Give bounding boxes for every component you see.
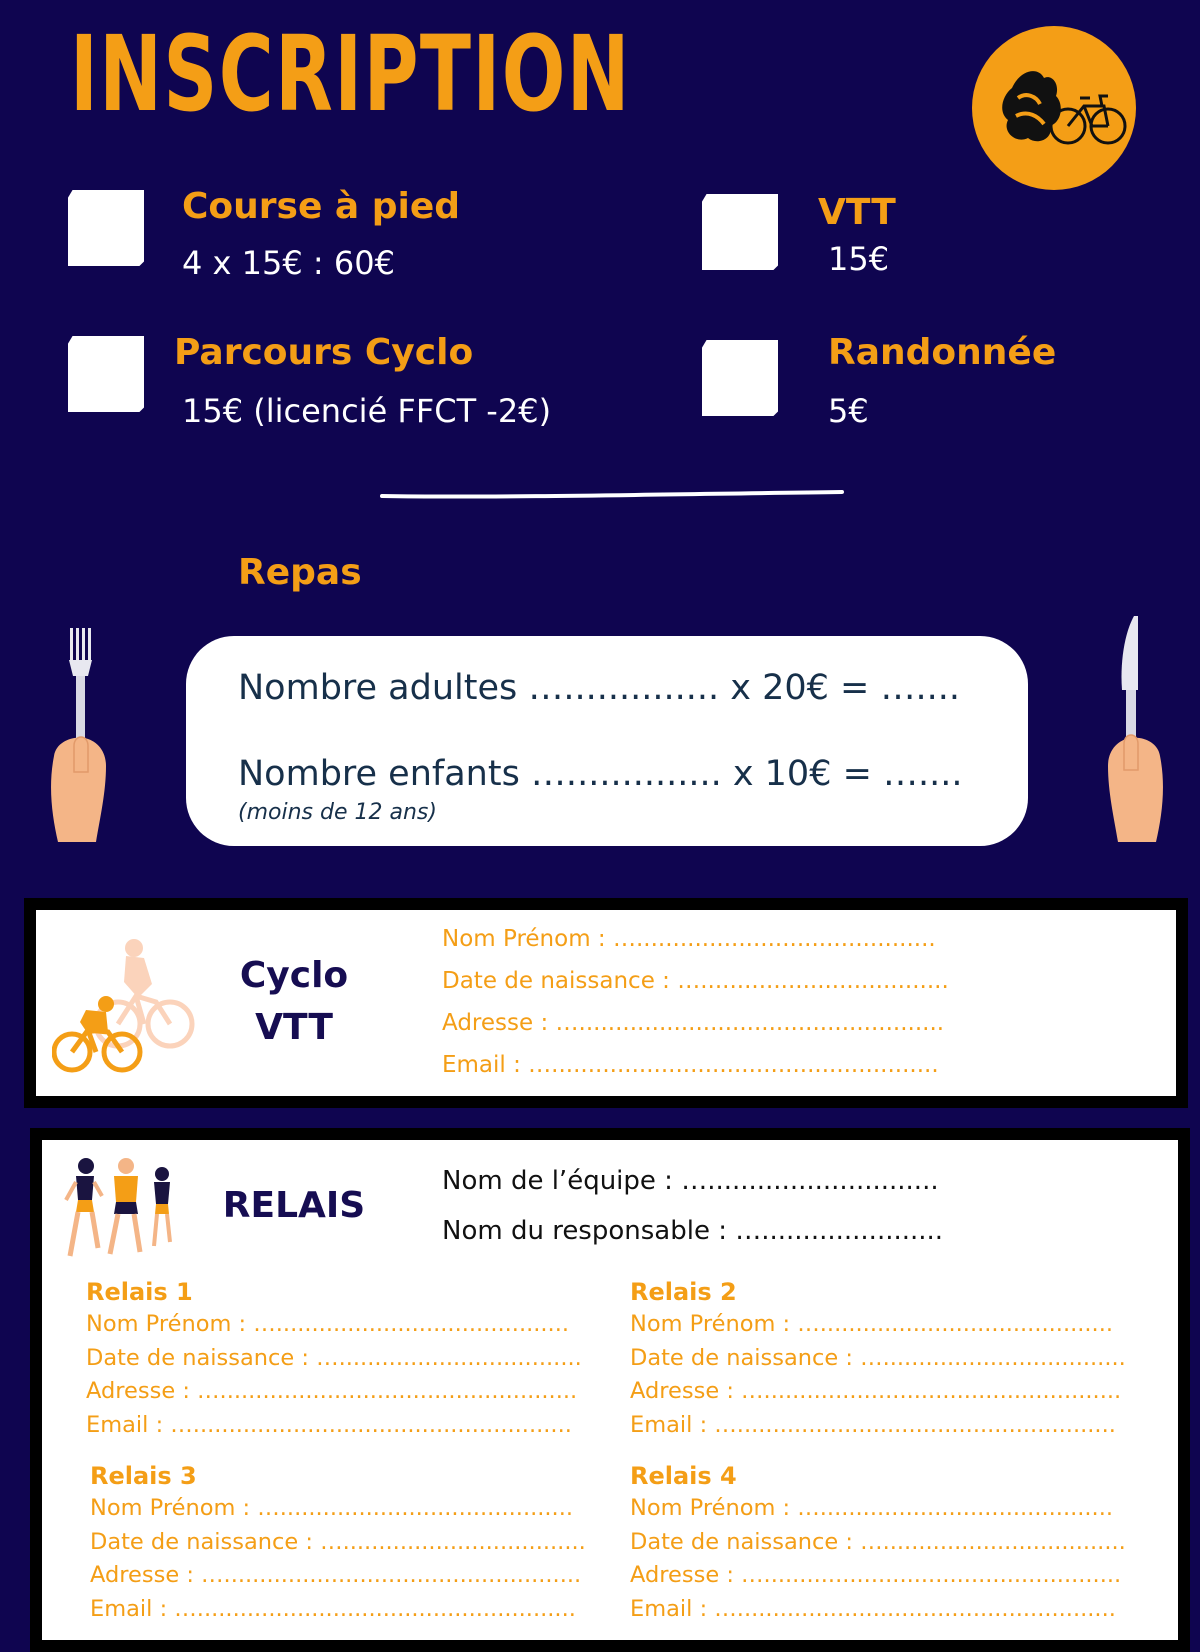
relay-2	[630, 1276, 1126, 1442]
option-price-cyclo: 15€ (licencié FFCT -2€)	[182, 392, 552, 430]
divider-line	[380, 490, 844, 500]
relay-title: Relais 3	[90, 1462, 197, 1490]
children-line[interactable]: Nombre enfants ….............. x 10€ = …....	[238, 754, 963, 794]
relay-nom-field[interactable]: Nom Prénom : ….........................................	[630, 1495, 1114, 1521]
relay-1	[86, 1276, 582, 1442]
vtt-checkbox[interactable]	[702, 194, 778, 270]
vtt-label: VTT	[255, 1007, 333, 1048]
relay-title: Relais 2	[630, 1278, 737, 1306]
children-note: (moins de 12 ans)	[238, 800, 437, 825]
cyclo-naissance-field[interactable]: Date de naissance : …..................................	[442, 968, 949, 994]
cyclo-adresse-field[interactable]: Adresse : …..................................................	[442, 1010, 945, 1036]
relay-naissance-field[interactable]: Date de naissance : …..................................	[86, 1344, 582, 1371]
relay-adresse-field[interactable]: Adresse : …..................................................	[630, 1378, 1122, 1404]
relay-adresse-field[interactable]: Adresse : …..................................................	[86, 1378, 578, 1404]
cyclo-email-field[interactable]: Email : ….....................................................	[442, 1052, 939, 1078]
relay-naissance-field[interactable]: Date de naissance : …..................................	[90, 1528, 586, 1555]
repas-title: Repas	[238, 552, 362, 593]
rando-checkbox[interactable]	[702, 340, 778, 416]
relay-email-field[interactable]: Email : ….....................................................	[630, 1595, 1116, 1622]
relay-email-field[interactable]: Email : ….....................................................	[90, 1595, 576, 1622]
cyclo-checkbox[interactable]	[68, 336, 144, 412]
cyclists-icon	[52, 932, 196, 1076]
relay-4	[630, 1460, 1126, 1626]
relay-naissance-field[interactable]: Date de naissance : …..................................	[630, 1528, 1126, 1555]
team-name-field[interactable]: Nom de l’équipe : …............................	[442, 1166, 939, 1196]
relay-nom-field[interactable]: Nom Prénom : ….........................................	[90, 1495, 574, 1521]
relay-naissance-field[interactable]: Date de naissance : …..................................	[630, 1344, 1126, 1371]
relay-email-field[interactable]: Email : ….....................................................	[630, 1411, 1116, 1438]
option-price-course: 4 x 15€ : 60€	[182, 244, 395, 282]
option-title-rando: Randonnée	[828, 332, 1057, 373]
relay-title: Relais 4	[630, 1462, 737, 1490]
cyclo-nom-field[interactable]: Nom Prénom : ….........................................	[442, 926, 936, 952]
runners-icon	[64, 1156, 180, 1260]
relay-title: Relais 1	[86, 1278, 193, 1306]
relay-nom-field[interactable]: Nom Prénom : ….........................................	[630, 1311, 1114, 1337]
knife-hand-icon	[1104, 614, 1170, 842]
fork-hand-icon	[44, 626, 110, 842]
runner-cyclist-logo-icon	[972, 26, 1136, 190]
relay-nom-field[interactable]: Nom Prénom : ….........................................	[86, 1311, 570, 1337]
option-title-cyclo: Parcours Cyclo	[174, 332, 474, 373]
page-title: INSCRIPTION	[70, 13, 631, 135]
course-checkbox[interactable]	[68, 190, 144, 266]
relay-3	[90, 1460, 586, 1626]
option-title-course: Course à pied	[182, 186, 461, 227]
relay-email-field[interactable]: Email : ….....................................................	[86, 1411, 572, 1438]
option-price-rando: 5€	[828, 392, 869, 430]
relay-adresse-field[interactable]: Adresse : …..................................................	[90, 1562, 582, 1588]
adults-line[interactable]: Nombre adultes ….............. x 20€ = …....	[238, 668, 960, 708]
option-price-vtt: 15€	[828, 240, 890, 278]
relay-adresse-field[interactable]: Adresse : …..................................................	[630, 1562, 1122, 1588]
cyclo-label: Cyclo	[239, 955, 349, 996]
manager-field[interactable]: Nom du responsable : …......................	[442, 1216, 944, 1246]
option-title-vtt: VTT	[818, 192, 896, 233]
relais-label: RELAIS	[222, 1185, 366, 1226]
